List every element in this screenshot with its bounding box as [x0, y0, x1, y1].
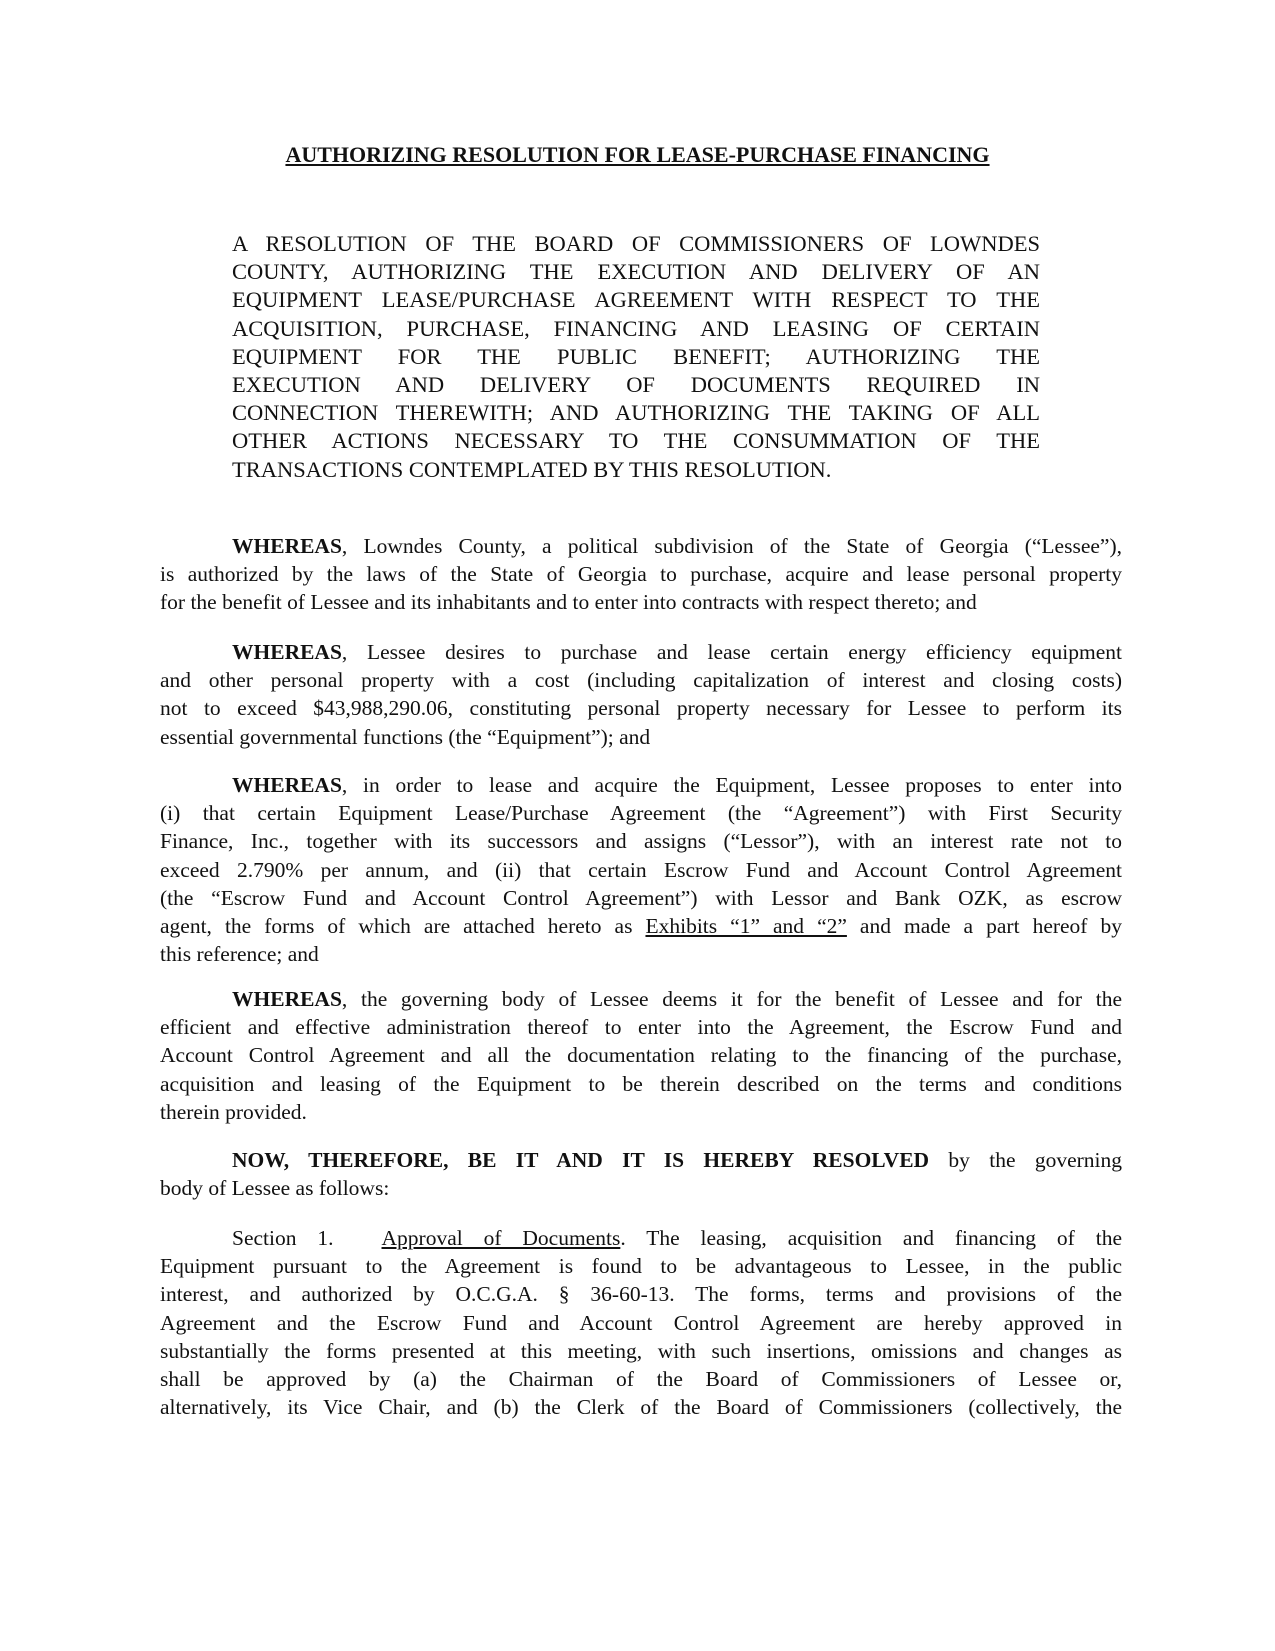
resolved-clause	[160, 1146, 1122, 1202]
clause-line: for the benefit of Lessee and its inhabitants and to enter into contracts with respect thereto; and	[160, 590, 977, 615]
clause-text: , Lessee desires to purchase and lease certain energy efficiency equipment	[341, 640, 1122, 664]
clause-text: . The leasing, acquisition and financing of the	[620, 1226, 1122, 1250]
whereas-clause-3	[160, 771, 1122, 968]
preamble-line: CONNECTION THEREWITH; AND AUTHORIZING THE TAKING OF ALL	[232, 400, 1040, 426]
clause-line: (the “Escrow Fund and Account Control Agreement”) with Lessor and Bank OZK, as escrow	[160, 885, 1122, 910]
clause-line: essential governmental functions (the “Equipment”); and	[160, 724, 651, 749]
preamble-line: TRANSACTIONS CONTEMPLATED BY THIS RESOLUTION.	[232, 456, 832, 482]
clause-line: exceed 2.790% per annum, and (ii) that certain Escrow Fund and Account Control Agreement	[160, 857, 1122, 882]
clause-text: by the governing	[929, 1148, 1122, 1172]
clause-line: is authorized by the laws of the State of Georgia to purchase, acquire and lease personal property	[160, 562, 1122, 587]
clause-text: , in order to lease and acquire the Equipment, Lessee proposes to enter into	[341, 773, 1122, 797]
preamble-line: A RESOLUTION OF THE BOARD OF COMMISSIONERS OF LOWNDES	[232, 231, 1040, 256]
clause-line	[160, 771, 1122, 799]
exhibits-reference: Exhibits “1” and “2”	[645, 913, 847, 938]
clause-line	[160, 638, 1122, 666]
document-title: AUTHORIZING RESOLUTION FOR LEASE-PURCHASE FINANCING	[285, 142, 990, 167]
clause-line	[160, 912, 1122, 940]
whereas-clause-2	[160, 638, 1122, 751]
preamble-line: EQUIPMENT LEASE/PURCHASE AGREEMENT WITH RESPECT TO THE	[232, 287, 1040, 313]
clause-line: and other personal property with a cost (including capitalization of interest and closing costs)	[160, 668, 1122, 693]
clause-line: Agreement and the Escrow Fund and Account Control Agreement are hereby approved in	[160, 1310, 1122, 1335]
clause-text: , the governing body of Lessee deems it for the benefit of Lessee and for the	[341, 987, 1122, 1011]
preamble-line: COUNTY, AUTHORIZING THE EXECUTION AND DELIVERY OF AN	[232, 259, 1040, 285]
clause-line: body of Lessee as follows:	[160, 1176, 390, 1201]
clause-text: , Lowndes County, a political subdivision of the State of Georgia (“Lessee”),	[341, 534, 1122, 558]
whereas-clause-4	[160, 985, 1122, 1126]
section-number: Section 1.	[232, 1226, 334, 1250]
clause-line	[160, 532, 1122, 560]
section-1	[160, 1224, 1122, 1421]
clause-line	[160, 1146, 1122, 1174]
clause-line: acquisition and leasing of the Equipment to be therein described on the terms and conditions	[160, 1071, 1122, 1096]
clause-text: agent, the forms of which are attached hereto as	[160, 913, 646, 938]
preamble-line: EQUIPMENT FOR THE PUBLIC BENEFIT; AUTHORIZING THE	[232, 343, 1040, 369]
clause-line: interest, and authorized by O.C.G.A. § 36-60-13. The forms, terms and provisions of the	[160, 1282, 1122, 1307]
section-heading: Approval of Documents	[381, 1226, 621, 1250]
whereas-label: WHEREAS	[232, 773, 342, 797]
clause-line: this reference; and	[160, 942, 319, 967]
clause-line: not to exceed $43,988,290.06, constituting personal property necessary for Lessee to perform its	[160, 696, 1122, 721]
whereas-label: WHEREAS	[232, 987, 342, 1011]
clause-line: alternatively, its Vice Chair, and (b) the Clerk of the Board of Commissioners (collectively, the	[160, 1395, 1122, 1420]
resolved-label: NOW, THEREFORE, BE IT AND IT IS HEREBY RESOLVED	[232, 1148, 930, 1172]
clause-line: Finance, Inc., together with its successors and assigns (“Lessor”), with an interest rate not to	[160, 829, 1122, 854]
clause-line: Equipment pursuant to the Agreement is found to be advantageous to Lessee, in the public	[160, 1254, 1122, 1279]
clause-line	[160, 1224, 1122, 1252]
preamble-line: OTHER ACTIONS NECESSARY TO THE CONSUMMATION OF THE	[232, 428, 1040, 454]
clause-line: efficient and effective administration thereof to enter into the Agreement, the Escrow Fund and	[160, 1015, 1122, 1040]
whereas-clause-1	[160, 532, 1122, 617]
preamble-line: ACQUISITION, PURCHASE, FINANCING AND LEASING OF CERTAIN	[232, 315, 1040, 341]
resolution-preamble	[232, 230, 1040, 484]
preamble-line: EXECUTION AND DELIVERY OF DOCUMENTS REQUIRED IN	[232, 371, 1040, 397]
clause-line: (i) that certain Equipment Lease/Purchase Agreement (the “Agreement”) with First Security	[160, 801, 1122, 826]
whereas-label: WHEREAS	[232, 640, 342, 664]
clause-line	[160, 985, 1122, 1013]
clause-line: therein provided.	[160, 1099, 307, 1124]
whereas-label: WHEREAS	[232, 534, 342, 558]
clause-line: substantially the forms presented at this meeting, with such insertions, omissions and changes as	[160, 1338, 1122, 1363]
clause-line: shall be approved by (a) the Chairman of the Board of Commissioners of Lessee or,	[160, 1366, 1122, 1391]
clause-line: Account Control Agreement and all the documentation relating to the financing of the purchase,	[160, 1043, 1122, 1068]
clause-text: and made a part hereof by	[846, 913, 1122, 938]
